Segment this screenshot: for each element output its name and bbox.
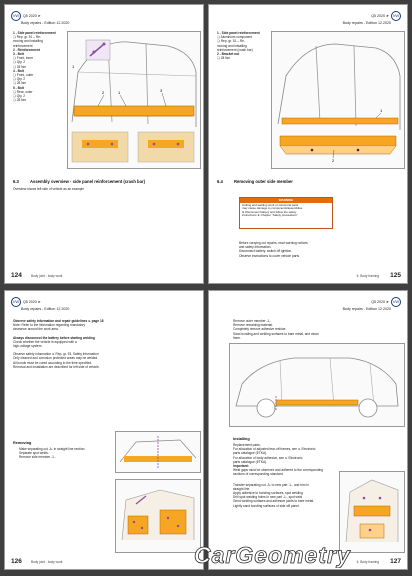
svg-text:3: 3 — [160, 88, 163, 93]
section-number: 6.4 — [217, 179, 223, 184]
footer-caption: 6. Body framing — [356, 560, 379, 564]
notes-block: Observe safety information and repair guidelines ➤ page 18 Note: Refer to the information regarding mandatory clearance around the work area. Always disconnect the battery before starting welding Check whether the vehicle is equipped with a high-voltage system. Observe safety information ➤ Rep. gr. 93, Safety information Only cleaned and corrosion protected areas may be welded. All bonds must be cured according to the time specified. Removal and installation are described for left side of vehicle. — [13, 319, 104, 369]
cargeometry-watermark — [192, 542, 390, 568]
manual-page-124 — [4, 4, 204, 284]
removal-steps: Remove outer member -1-. Remove remaining material. Completely remove adhesive residue. Sand bonding and welding surfaces to bare metal, and clean them. — [233, 319, 319, 340]
manual-page-127 — [208, 290, 408, 570]
page-header — [215, 297, 401, 311]
side-panel-figure — [67, 31, 201, 169]
vw-logo-icon: VW — [391, 297, 401, 307]
model-title: Q5 2020 ➤ — [23, 13, 41, 18]
svg-text:2: 2 — [332, 158, 335, 163]
manual-page-126 — [4, 290, 204, 570]
page-number: 124 — [11, 272, 22, 279]
page-footer — [11, 269, 197, 279]
edition-subtitle: Body repairs - Edition 12.2020 — [342, 307, 391, 311]
edition-subtitle: Body repairs - Edition 12.2020 — [21, 307, 70, 311]
legend-list: 1 - Side panel reinforcement ❑ Rep. gr. 51 – Re- moving and installing reinforcement 2 - Reinforcement 3 - Bolt ❑ Front, inner ❑ Qty. 2 ❑ 28 Nm 4 - Bolt ❑ Front, outer ❑ Qty. 2 ❑ 28 Nm 5 - Bolt ❑ Rear, outer ❑ Qty. 2 ❑ 28 Nm — [13, 31, 56, 103]
cut-line-figure — [115, 431, 201, 473]
watermark-text: CarGeometry — [194, 542, 351, 568]
vw-logo-icon: VW — [391, 11, 401, 21]
section-title: Assembly overview - side panel reinforcement (crash bar) — [30, 179, 145, 184]
removing-steps: Make separating cut -A- in straight line section. Separate spot welds. Remove side member -1-. — [19, 447, 86, 460]
svg-text:2: 2 — [102, 90, 105, 95]
svg-text:1: 1 — [380, 108, 383, 113]
side-member-figure — [271, 31, 405, 169]
page-footer — [11, 555, 197, 565]
page-number: 127 — [390, 558, 401, 565]
edition-subtitle: Body repairs - Edition 12.2020 — [342, 21, 391, 25]
vw-logo-icon: VW — [11, 297, 21, 307]
legend-list: 1 - Side panel reinforcement ❑ Aluminium component ❑ Rep. gr. 51 – Re- moving and installing reinforcement (crash bar) 2 - Bracket nut ❑ 28 Nm — [217, 31, 260, 61]
instruction-list: Before carrying out repairs, read warning notices and safety information. Disconnect battery, switch off ignition. Observe instructions to cover vehicle parts — [239, 241, 308, 258]
page-header — [11, 11, 197, 25]
vw-logo-icon: VW — [11, 11, 21, 21]
page-header — [215, 11, 401, 25]
car-side-figure — [229, 343, 405, 427]
removing-heading: Removing — [13, 441, 32, 445]
page-header — [11, 297, 197, 311]
install-detail-figure — [339, 471, 405, 553]
removal-detail-figure — [115, 479, 201, 553]
model-title: Q5 2020 ➤ — [371, 299, 389, 304]
footer-caption: Body joint - body work — [31, 560, 63, 564]
edition-subtitle: Body repairs - Edition 12.2020 — [21, 21, 70, 25]
footer-caption: Body joint - body work — [31, 274, 63, 278]
section-title: Removing outer side member — [234, 179, 293, 184]
warning-title: WARNING — [240, 198, 332, 203]
svg-text:1: 1 — [72, 64, 75, 69]
page-footer — [215, 269, 401, 279]
svg-text:1: 1 — [118, 90, 121, 95]
model-title: Q5 2020 ➤ — [23, 299, 41, 304]
car-body-drawing — [272, 32, 404, 168]
manual-page-125 — [208, 4, 408, 284]
page-number: 125 — [390, 272, 401, 279]
page-number: 126 — [11, 558, 22, 565]
car-body-drawing — [68, 32, 200, 168]
model-title: Q5 2020 ➤ — [371, 13, 389, 18]
footer-caption: 6. Body framing — [356, 274, 379, 278]
section-number: 6.3 — [13, 179, 19, 184]
warning-box: WARNING Cutting and welding work on structural parts may cause damage to components/assemblies. ➤ Disconnect battery and follow the safety instructions ➤ Chapter "Safety precautions" — [239, 197, 333, 229]
installing-text: Replacement parts: For allocation of adjusted tear-off frames, see ➤ Electronic parts catalogue (ETKA). For allocation of body adhesive, see ➤ Electronic parts catalogue (ETKA). Important: Weld gaps must be observed and adhered to the corresponding sections of corresponding standard. Transfer separating cut -A- to new part -1-, and trim in straight line. Apply adhesive to bonding surfaces, spot welding Drill spot welding holes in new part -1-, spot weld Grind welding surfaces and adhesive joints to bare metal. Lightly sand bonding surfaces of side sill panel. — [233, 443, 323, 508]
installing-heading: Installing — [233, 437, 250, 441]
section-subtitle: Overview shows left side of vehicle as an example — [13, 187, 85, 191]
